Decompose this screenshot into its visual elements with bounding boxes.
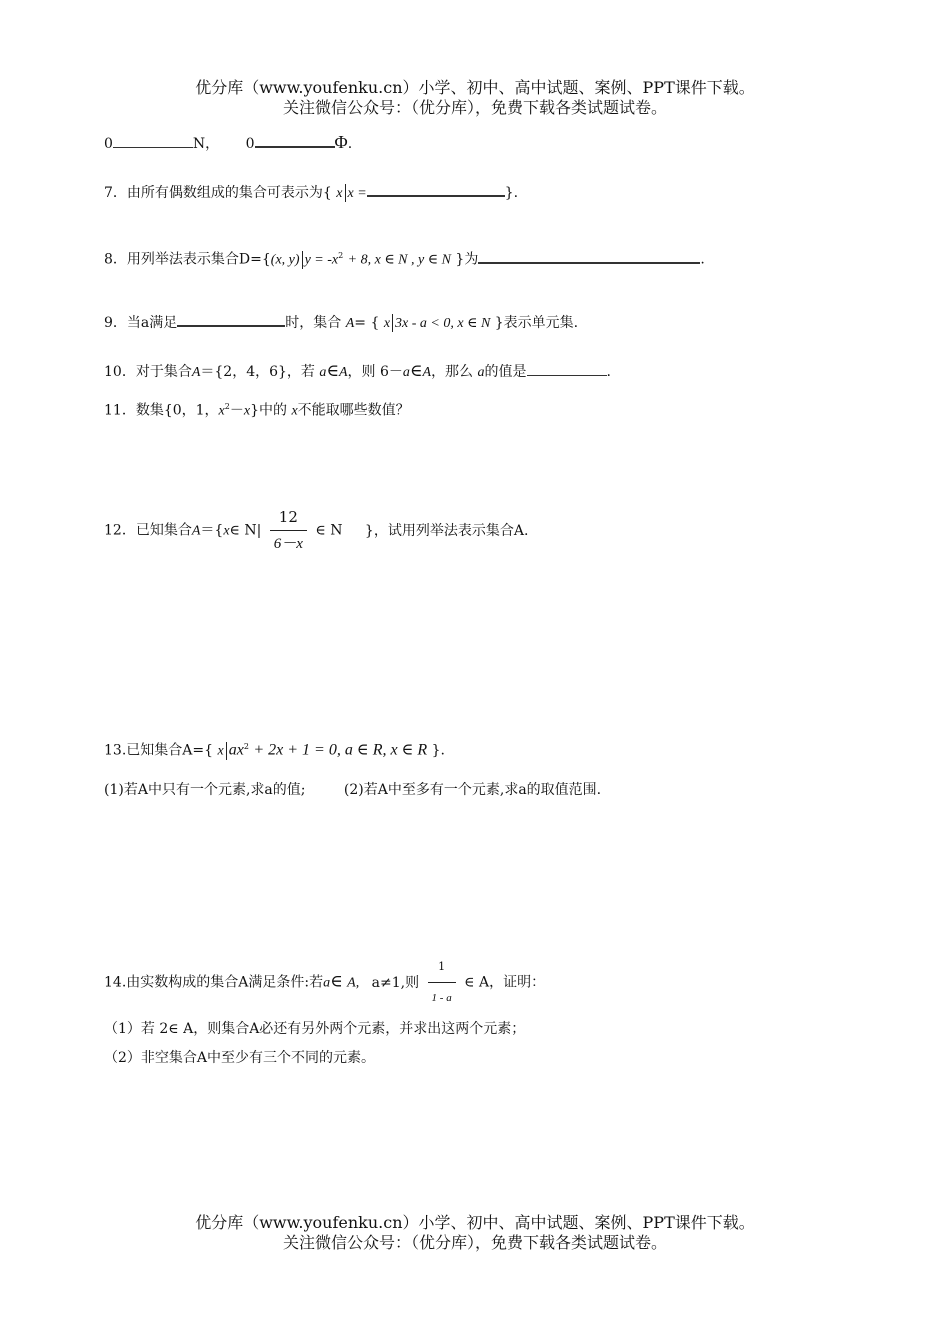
answer-blank[interactable] [367, 182, 505, 197]
question-13-part-1: (1)若A中只有一个元素,求a的值; [104, 782, 306, 798]
question-12: 12．已知集合A＝{x∈ N| $\frac{12}{6-x}$ ∈ N }，试用列举法表示集合A. [104, 508, 529, 552]
empty-set-symbol: Φ [334, 132, 348, 152]
page-footer [0, 1213, 950, 1253]
question-7: 7．由所有偶数组成的集合可表示为{ x x = }. [104, 182, 518, 203]
answer-blank[interactable] [478, 249, 700, 264]
footer-line-1: 优分库（www.youfenku.cn）小学、初中、高中试题、案例、PPT课件下载。 [195, 1213, 755, 1232]
answer-blank[interactable] [255, 133, 335, 148]
answer-blank[interactable] [527, 362, 607, 376]
question-14-part-2: （2）非空集合A中至少有三个不同的元素。 [104, 1050, 376, 1066]
fraction: $\frac{1}{1 - a}$ [428, 958, 456, 1007]
question-10: 10．对于集合A＝{2，4，6}，若 a∈A，则 6－a∈A，那么 a的值是 . [104, 361, 611, 381]
answer-blank[interactable] [113, 134, 193, 148]
question-13-subparts [104, 781, 601, 799]
question-13: 13.已知集合A={ x $ax^2 + 2x + 1 = 0$, a ∈ R, x ∈ R }. [104, 741, 445, 759]
question-13-part-2: (2)若A中至多有一个元素,求a的取值范围. [343, 782, 602, 798]
question-11: 11．数集{0，1，$x^2-x$}中的 x不能取哪些数值？ [104, 402, 410, 419]
answer-blank[interactable] [177, 312, 285, 327]
header-line-1: 优分库（www.youfenku.cn）小学、初中、高中试题、案例、PPT课件下载。 [195, 78, 755, 97]
fraction: $\frac{12}{6-x}$ [270, 508, 307, 553]
page-header [0, 78, 950, 118]
footer-line-2: 关注微信公众号：（优分库），免费下载各类试题试卷。 [282, 1233, 667, 1252]
question-6-line: 0 N， 0 Φ. [104, 132, 353, 152]
question-8: 8．用列举法表示集合D={(x, y) $y = -x^2 + 8$, x ∈ N , y ∈ N }为 . [104, 247, 705, 270]
question-9: 9．当a满足 时，集合 A= { x 3x - a < 0, x ∈ N }表示单元集. [104, 312, 578, 333]
question-14: 14.由实数构成的集合A满足条件:若a∈ A, a≠1,则 $\frac{1}{1 - a}$ ∈ A，证明： [104, 958, 545, 1007]
header-line-2: 关注微信公众号：（优分库），免费下载各类试题试卷。 [282, 98, 667, 117]
question-14-part-1: （1）若 2∈ A，则集合A必还有另外两个元素，并求出这两个元素； [104, 1021, 526, 1037]
